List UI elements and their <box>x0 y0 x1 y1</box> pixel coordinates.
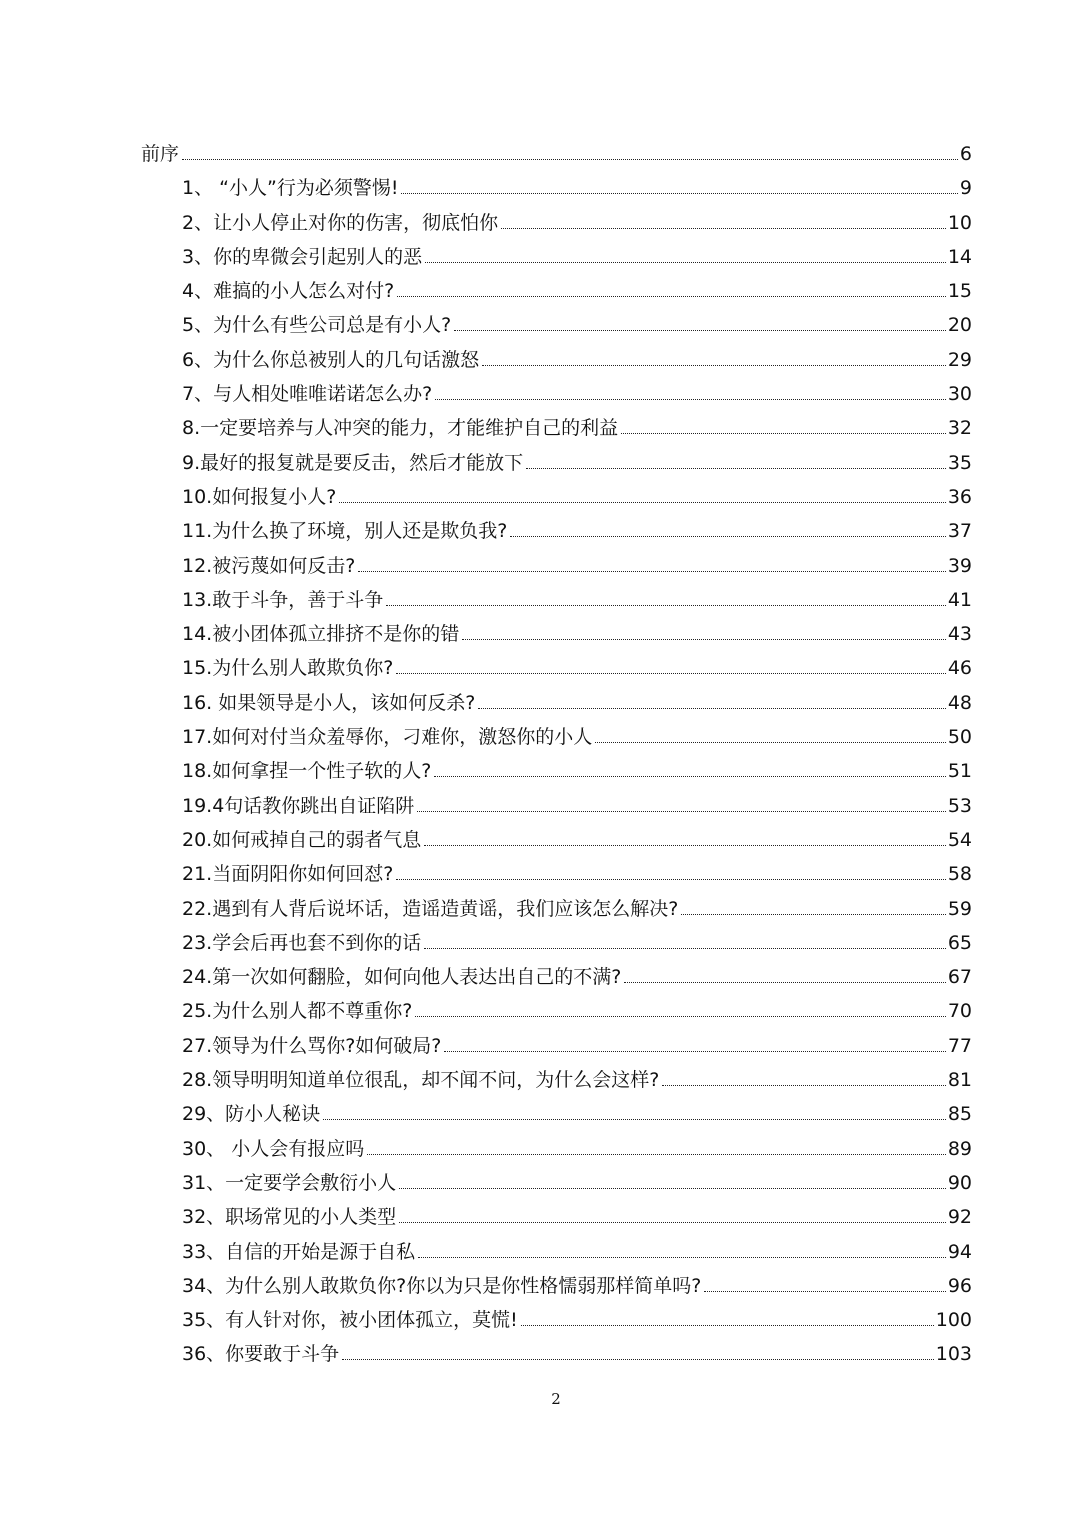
toc-entry-page: 58 <box>947 863 972 886</box>
dot-leader <box>482 365 946 366</box>
toc-entry-title: 17.如何对付当众羞辱你，刁难你，激怒你的小人 <box>182 726 593 749</box>
toc-entry-title: 29、防小人秘诀 <box>182 1103 321 1126</box>
toc-entry-page: 90 <box>947 1171 972 1194</box>
toc-entry-page: 15 <box>947 280 972 303</box>
dot-leader <box>526 468 946 469</box>
toc-entry[interactable] <box>141 617 972 651</box>
toc-entry[interactable] <box>141 960 972 994</box>
toc-entry-page: 30 <box>947 383 972 406</box>
toc-entry-page: 20 <box>947 314 972 337</box>
toc-entry[interactable] <box>141 823 972 857</box>
toc-entry-page: 54 <box>947 828 972 851</box>
toc-entry[interactable] <box>141 171 972 205</box>
toc-entry[interactable] <box>141 206 972 240</box>
toc-entry-title: 15.为什么别人敢欺负你? <box>182 657 394 680</box>
dot-leader <box>424 948 946 949</box>
toc-entry-title: 7、与人相处唯唯诺诺怎么办? <box>182 383 433 406</box>
toc-entry[interactable] <box>141 892 972 926</box>
toc-entry-title: 36、你要敢于斗争 <box>182 1343 340 1366</box>
toc-entry-page: 96 <box>947 1274 972 1297</box>
toc-entry-page: 46 <box>947 657 972 680</box>
toc-entry-page: 9 <box>959 177 972 200</box>
toc-entry[interactable] <box>141 1235 972 1269</box>
toc-entry-page: 32 <box>947 417 972 440</box>
dot-leader <box>396 879 946 880</box>
toc-entry-title: 34、为什么别人敢欺负你?你以为只是你性格懦弱那样简单吗? <box>182 1274 702 1297</box>
dot-leader <box>595 742 946 743</box>
table-of-contents <box>141 137 972 1372</box>
dot-leader <box>704 1291 945 1292</box>
toc-entry-page: 59 <box>947 897 972 920</box>
dot-leader <box>401 193 957 194</box>
toc-entry[interactable] <box>141 1029 972 1063</box>
toc-entry-title: 19.4句话教你跳出自证陷阱 <box>182 794 415 817</box>
dot-leader <box>462 639 946 640</box>
toc-entry-page: 103 <box>935 1343 972 1366</box>
toc-entry-page: 100 <box>935 1309 972 1332</box>
toc-entry[interactable] <box>141 514 972 548</box>
toc-entry-title: 2、让小人停止对你的伤害，彻底怕你 <box>182 211 499 234</box>
toc-entry-page: 70 <box>947 1000 972 1023</box>
toc-entry[interactable] <box>141 686 972 720</box>
dot-leader <box>424 845 946 846</box>
dot-leader <box>454 330 946 331</box>
toc-entry-page: 50 <box>947 726 972 749</box>
toc-entry-title: 35、有人针对你，被小团体孤立，莫慌! <box>182 1309 518 1332</box>
toc-entry-title: 32、职场常见的小人类型 <box>182 1206 397 1229</box>
page-number: 2 <box>551 1390 561 1408</box>
toc-entry[interactable] <box>141 240 972 274</box>
toc-entry-title: 3、你的卑微会引起别人的恶 <box>182 245 423 268</box>
toc-entry-page: 77 <box>947 1034 972 1057</box>
toc-entry-page: 51 <box>947 760 972 783</box>
dot-leader <box>501 228 946 229</box>
toc-entry[interactable] <box>141 926 972 960</box>
toc-entry[interactable] <box>141 446 972 480</box>
dot-leader <box>386 605 946 606</box>
toc-entry[interactable] <box>141 583 972 617</box>
toc-entry-page: 85 <box>947 1103 972 1126</box>
toc-entry[interactable] <box>141 1097 972 1131</box>
toc-entry[interactable] <box>141 377 972 411</box>
toc-entry-page: 35 <box>947 451 972 474</box>
toc-entry[interactable] <box>141 1269 972 1303</box>
toc-entry[interactable] <box>141 343 972 377</box>
toc-entry-page: 39 <box>947 554 972 577</box>
dot-leader <box>478 708 945 709</box>
dot-leader <box>521 1325 934 1326</box>
dot-leader <box>510 536 946 537</box>
toc-entry-title: 18.如何拿捏一个性子软的人? <box>182 760 432 783</box>
dot-leader <box>323 1119 946 1120</box>
toc-entry[interactable] <box>141 1200 972 1234</box>
toc-entry[interactable] <box>141 789 972 823</box>
toc-entry-page: 36 <box>947 485 972 508</box>
toc-entry-title: 24.第一次如何翻脸，如何向他人表达出自己的不满? <box>182 966 622 989</box>
toc-entry-title: 10.如何报复小人? <box>182 485 337 508</box>
dot-leader <box>396 673 946 674</box>
toc-entry-title: 21.当面阴阳你如何回怼? <box>182 863 394 886</box>
toc-entry-page: 6 <box>959 143 972 165</box>
toc-entry-page: 89 <box>947 1137 972 1160</box>
toc-entry-page: 94 <box>947 1240 972 1263</box>
toc-entry[interactable] <box>141 137 972 171</box>
toc-entry-title: 11.为什么换了环境，别人还是欺负我? <box>182 520 508 543</box>
toc-entry[interactable] <box>141 1303 972 1337</box>
toc-entry[interactable] <box>141 480 972 514</box>
dot-leader <box>182 159 958 160</box>
toc-entry-page: 65 <box>947 931 972 954</box>
dot-leader <box>417 811 946 812</box>
toc-entry-title: 4、难搞的小人怎么对付? <box>182 280 395 303</box>
toc-entry-page: 81 <box>947 1069 972 1092</box>
toc-entry-title: 33、自信的开始是源于自私 <box>182 1240 416 1263</box>
toc-entry-page: 29 <box>947 348 972 371</box>
toc-entry[interactable] <box>141 411 972 445</box>
toc-entry-title: 27.领导为什么骂你?如何破局? <box>182 1034 442 1057</box>
toc-entry[interactable] <box>141 754 972 788</box>
toc-entry-page: 14 <box>947 245 972 268</box>
dot-leader <box>399 1222 946 1223</box>
toc-entry-title: 8.一定要培养与人冲突的能力，才能维护自己的利益 <box>182 417 619 440</box>
dot-leader <box>342 1359 934 1360</box>
toc-entry-title: 25.为什么别人都不尊重你? <box>182 1000 413 1023</box>
dot-leader <box>624 982 946 983</box>
dot-leader <box>415 1016 946 1017</box>
dot-leader <box>367 1154 946 1155</box>
toc-entry-title: 9.最好的报复就是要反击，然后才能放下 <box>182 451 524 474</box>
toc-entry[interactable] <box>141 1063 972 1097</box>
dot-leader <box>418 1257 946 1258</box>
toc-entry-page: 43 <box>947 623 972 646</box>
dot-leader <box>434 776 946 777</box>
toc-entry-title: 12.被污蔑如何反击? <box>182 554 356 577</box>
toc-entry-title: 20.如何戒掉自己的弱者气息 <box>182 828 422 851</box>
toc-entry-page: 67 <box>947 966 972 989</box>
toc-entry-page: 10 <box>947 211 972 234</box>
toc-entry-page: 48 <box>947 691 972 714</box>
toc-entry-title: 5、为什么有些公司总是有小人? <box>182 314 452 337</box>
dot-leader <box>399 1188 946 1189</box>
toc-entry[interactable] <box>141 720 972 754</box>
toc-entry-page: 41 <box>947 588 972 611</box>
toc-entry[interactable] <box>141 1166 972 1200</box>
toc-entry[interactable] <box>141 651 972 685</box>
dot-leader <box>339 502 946 503</box>
toc-entry-title: 14.被小团体孤立排挤不是你的错 <box>182 623 460 646</box>
toc-entry-page: 92 <box>947 1206 972 1229</box>
dot-leader <box>681 914 946 915</box>
dot-leader <box>444 1051 945 1052</box>
toc-entry-title: 28.领导明明知道单位很乱，却不闻不问，为什么会这样? <box>182 1069 660 1092</box>
dot-leader <box>397 296 946 297</box>
toc-entry[interactable] <box>141 1337 972 1371</box>
toc-entry-title: 16. 如果领导是小人，该如何反杀? <box>182 691 476 714</box>
toc-entry[interactable] <box>141 308 972 342</box>
toc-entry-title: 13.敢于斗争，善于斗争 <box>182 588 384 611</box>
toc-entry[interactable] <box>141 274 972 308</box>
toc-entry-title: 23.学会后再也套不到你的话 <box>182 931 422 954</box>
toc-entry-title: 1、 “小人”行为必须警惕! <box>182 177 399 200</box>
dot-leader <box>425 262 946 263</box>
toc-entry[interactable] <box>141 549 972 583</box>
toc-entry-title: 6、为什么你总被别人的几句话激怒 <box>182 348 480 371</box>
toc-entry[interactable] <box>141 1132 972 1166</box>
toc-entry-page: 37 <box>947 520 972 543</box>
toc-entry-title: 前序 <box>141 143 180 165</box>
dot-leader <box>662 1085 946 1086</box>
dot-leader <box>435 399 946 400</box>
toc-entry-page: 53 <box>947 794 972 817</box>
toc-entry-title: 30、 小人会有报应吗 <box>182 1137 365 1160</box>
toc-entry-title: 22.遇到有人背后说坏话，造谣造黄谣，我们应该怎么解决? <box>182 897 679 920</box>
dot-leader <box>358 571 946 572</box>
toc-entry-title: 31、一定要学会敷衍小人 <box>182 1171 397 1194</box>
toc-entry[interactable] <box>141 857 972 891</box>
toc-entry[interactable] <box>141 994 972 1028</box>
dot-leader <box>621 433 946 434</box>
